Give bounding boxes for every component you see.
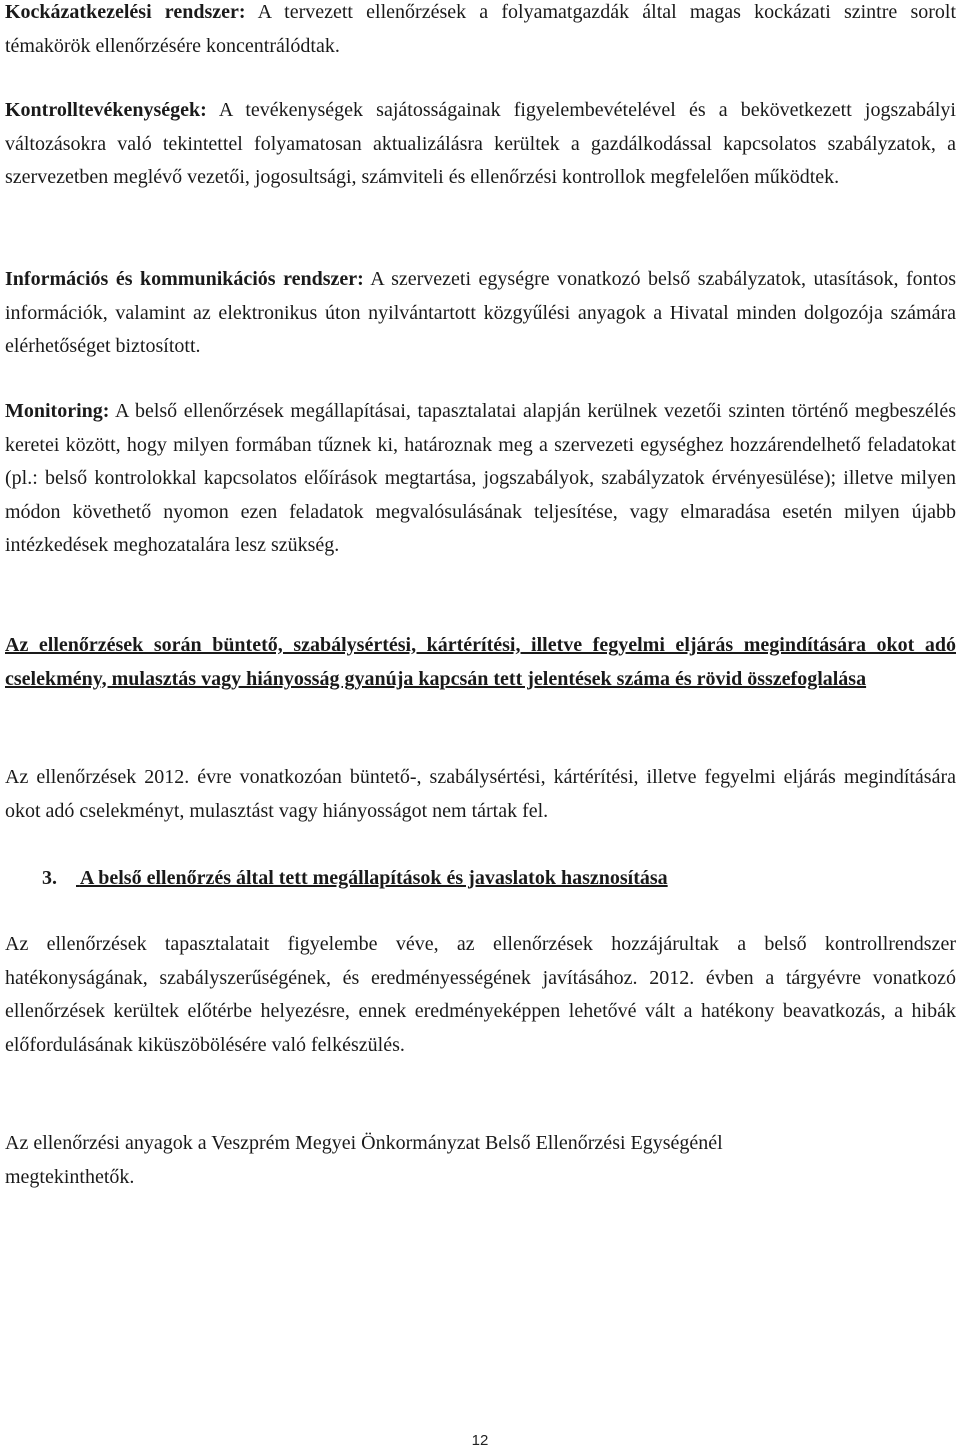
paragraph-lead: Információs és kommunikációs rendszer:	[5, 268, 364, 290]
risk-management-paragraph	[5, 0, 956, 63]
section-3-heading	[42, 862, 668, 895]
paragraph-lead: Kontrolltevékenységek:	[5, 99, 207, 121]
page-number: 12	[471, 1432, 489, 1449]
information-communication-paragraph	[5, 263, 956, 364]
reports-heading: Az ellenőrzések során büntető, szabálysértési, kártérítési, illetve fegyelmi eljárás megindítására okot adó cselekmény, mulasztás vagy hiányosság gyanúja kapcsán tett jelentések száma és rövid összefoglalása	[5, 634, 956, 690]
section-3-body: Az ellenőrzések tapasztalatait figyelembe véve, az ellenőrzések hozzájárultak a belső kontrollrendszer hatékonyságának, szabályszerűségének, és eredményességének javításához. 2012. évben a tárgyévre vonatkozó ellenőrzések kerültek előtérbe helyezésre, ennek eredményeképpen lehetővé vált a hatékony beavatkozás, a hibák előfordulásának kiküszöbölésére való felkészülés.	[5, 933, 956, 1056]
reports-summary-paragraph: Az ellenőrzések 2012. évre vonatkozóan büntető-, szabálysértési, kártérítési, illetve fegyelmi eljárás megindítására okot adó cselekményt, mulasztást vagy hiányosságot nem tártak fel.	[5, 766, 956, 822]
section-number: 3.	[42, 867, 57, 889]
paragraph-body: A tevékenységek sajátosságainak figyelembevételével és a bekövetkezett jogszabályi változásokra való tekintettel folyamatosan aktualizálásra kerültek a gazdálkodással kapcsolatos szabályzatok, a szervezetben meglévő vezetői, jogosultsági, számviteli és ellenőrzési kontrollok megfelelően működtek.	[5, 99, 956, 188]
paragraph-body: A belső ellenőrzések megállapításai, tapasztalatai alapján kerülnek vezetői szinten történő megbeszélés keretei között, hogy milyen formában tűznek ki, határoznak meg a szervezeti egységhez hozzárendelhető feladatokat (pl.: belső kontrolokkal kapcsolatos előírások megtartása, jogszabályok, szabályzatok érvényesülése); illetve milyen módon követhető nyomon ezen feladatok megvalósulásának teljesítése, vagy elmaradása esetén milyen újabb intézkedések meghozatalára lesz szükség.	[5, 400, 956, 556]
paragraph-lead: Monitoring:	[5, 400, 110, 422]
closing-line-1: Az ellenőrzési anyagok a Veszprém Megyei Önkormányzat Belső Ellenőrzési Egységénél	[5, 1132, 723, 1154]
paragraph-lead: Kockázatkezelési rendszer:	[5, 1, 246, 23]
closing-line-2: megtekinthetők.	[5, 1165, 135, 1188]
closing-paragraph	[5, 1127, 956, 1194]
control-activities-paragraph	[5, 94, 956, 195]
paragraph-body: A tervezett ellenőrzések a folyamatgazdák által magas kockázati szintre sorolt témakörök ellenőrzésére koncentrálódtak.	[5, 1, 957, 57]
monitoring-paragraph	[5, 395, 956, 563]
section-title: A belső ellenőrzés által tett megállapítások és javaslatok hasznosítása	[79, 867, 668, 889]
paragraph-body: A szervezeti egységre vonatkozó belső szabályzatok, utasítások, fontos információk, valamint az elektronikus úton nyilvántartott közgyűlési anyagok a Hivatal minden dolgozója számára elérhetőséget biztosított.	[5, 268, 957, 357]
